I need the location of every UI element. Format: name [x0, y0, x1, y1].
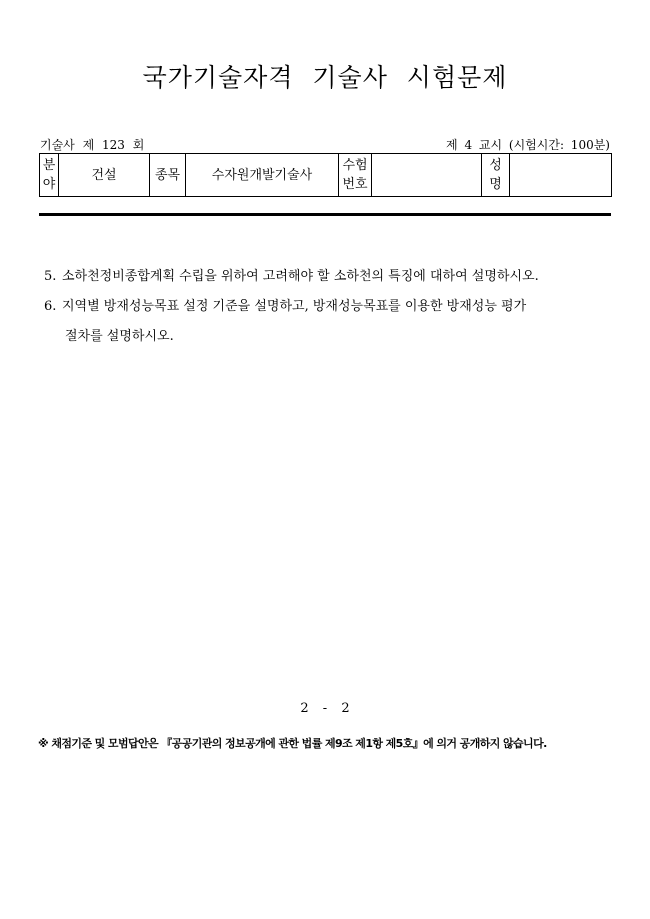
question-number: 5.	[44, 269, 57, 284]
exam-round: 기술사 제 123 회	[40, 138, 145, 152]
exam-title: 국가기술자격 기술사 시험문제	[142, 63, 508, 92]
header-divider	[39, 213, 611, 216]
question-text: 지역별 방재성능목표 설정 기준을 설명하고, 방재성능목표를 이용한 방재성능 평가	[62, 299, 527, 314]
question-item	[40, 292, 615, 352]
question-text-continued: 절차를 설명하시오.	[65, 329, 174, 344]
field-label: 분 야	[40, 154, 59, 197]
category-label: 종목	[150, 154, 186, 197]
session-line	[40, 136, 610, 152]
question-item	[40, 262, 615, 292]
name-label: 성 명	[482, 154, 510, 197]
exam-number-label: 수험 번호	[339, 154, 372, 197]
exam-session: 제 4 교시 (시험시간: 100분)	[446, 138, 610, 152]
field-value: 건설	[59, 154, 150, 197]
exam-number-field[interactable]	[372, 154, 482, 197]
candidate-info-table	[39, 153, 612, 197]
category-value: 수자원개발기술사	[186, 154, 339, 197]
disclosure-note: ※ 채점기준 및 모범답안은 『공공기관의 정보공개에 관한 법률 제9조 제1항 제5호』에 의거 공개하지 않습니다.	[38, 737, 547, 750]
question-number: 6.	[44, 299, 57, 314]
name-field[interactable]	[510, 154, 612, 197]
question-text: 소하천정비종합계획 수립을 위하여 고려해야 할 소하천의 특징에 대하여 설명하시오.	[62, 269, 539, 284]
question-list	[40, 262, 615, 352]
page-number: 2 - 2	[300, 701, 350, 716]
